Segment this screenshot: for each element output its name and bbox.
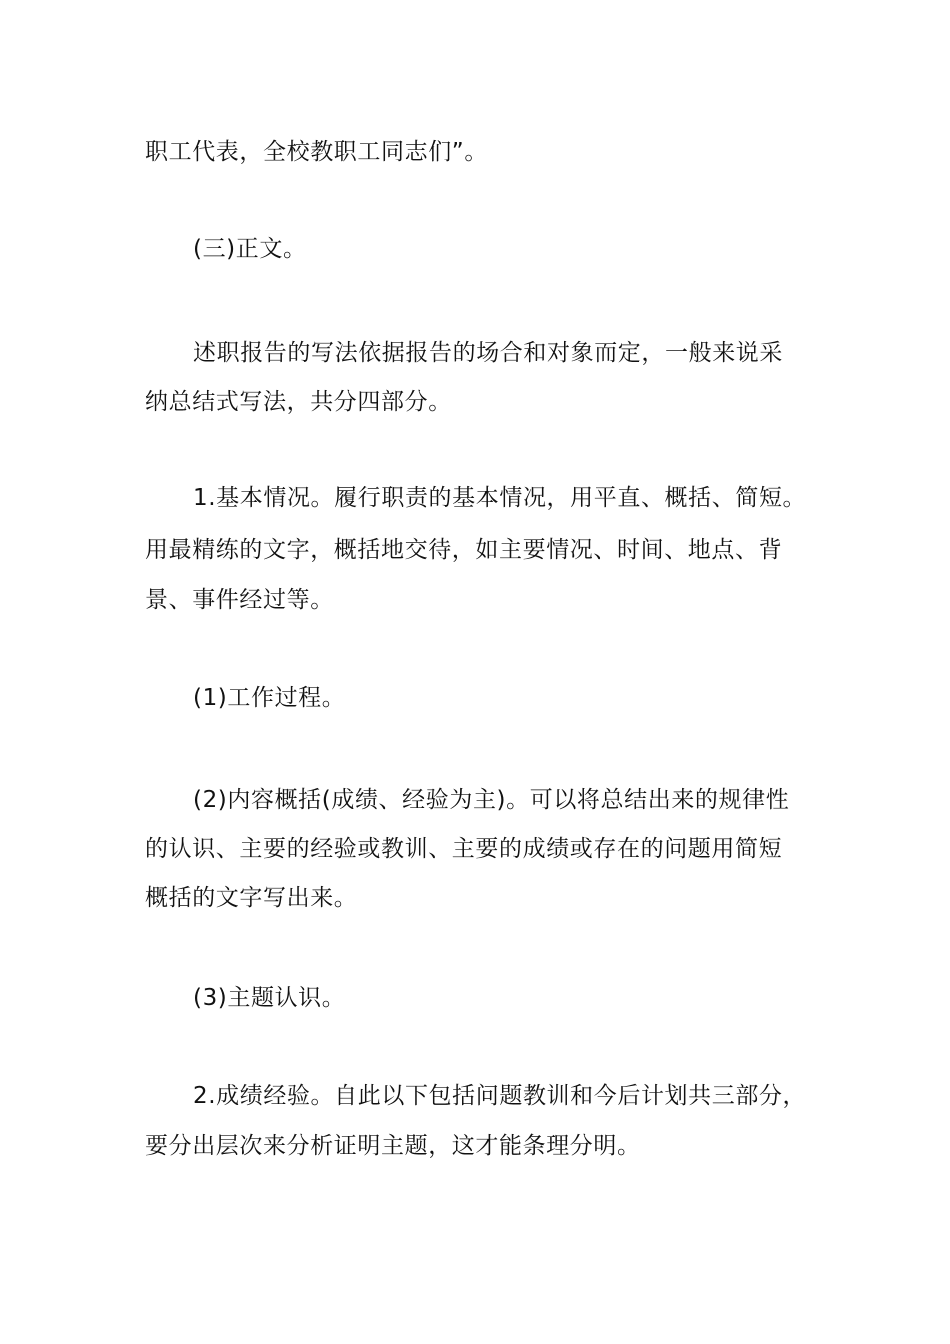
paragraph-line: 述职报告的写法依据报告的场合和对象而定，一般来说采 — [193, 340, 783, 366]
list-item: (3)主题认识。 — [193, 985, 346, 1011]
paragraph-line: 纳总结式写法，共分四部分。 — [145, 389, 452, 415]
paragraph-line: 2.成绩经验。自此以下包括问题教训和今后计划共三部分， — [193, 1083, 807, 1109]
text-line: 职工代表，全校教职工同志们”。 — [145, 139, 488, 165]
paragraph-line: 景、事件经过等。 — [145, 587, 334, 613]
paragraph-line: 用最精练的文字，概括地交待，如主要情况、时间、地点、背 — [145, 537, 783, 563]
section-heading: (三)正文。 — [193, 236, 307, 262]
paragraph-line: 要分出层次来分析证明主题，这才能条理分明。 — [145, 1133, 641, 1159]
paragraph-line: (2)内容概括(成绩、经验为主)。可以将总结出来的规律性 — [193, 787, 790, 813]
paragraph-line: 概括的文字写出来。 — [145, 885, 358, 911]
list-item: (1)工作过程。 — [193, 685, 346, 711]
paragraph-line: 1.基本情况。履行职责的基本情况，用平直、概括、简短。 — [193, 485, 807, 511]
paragraph-line: 的认识、主要的经验或教训、主要的成绩或存在的问题用简短 — [145, 836, 783, 862]
